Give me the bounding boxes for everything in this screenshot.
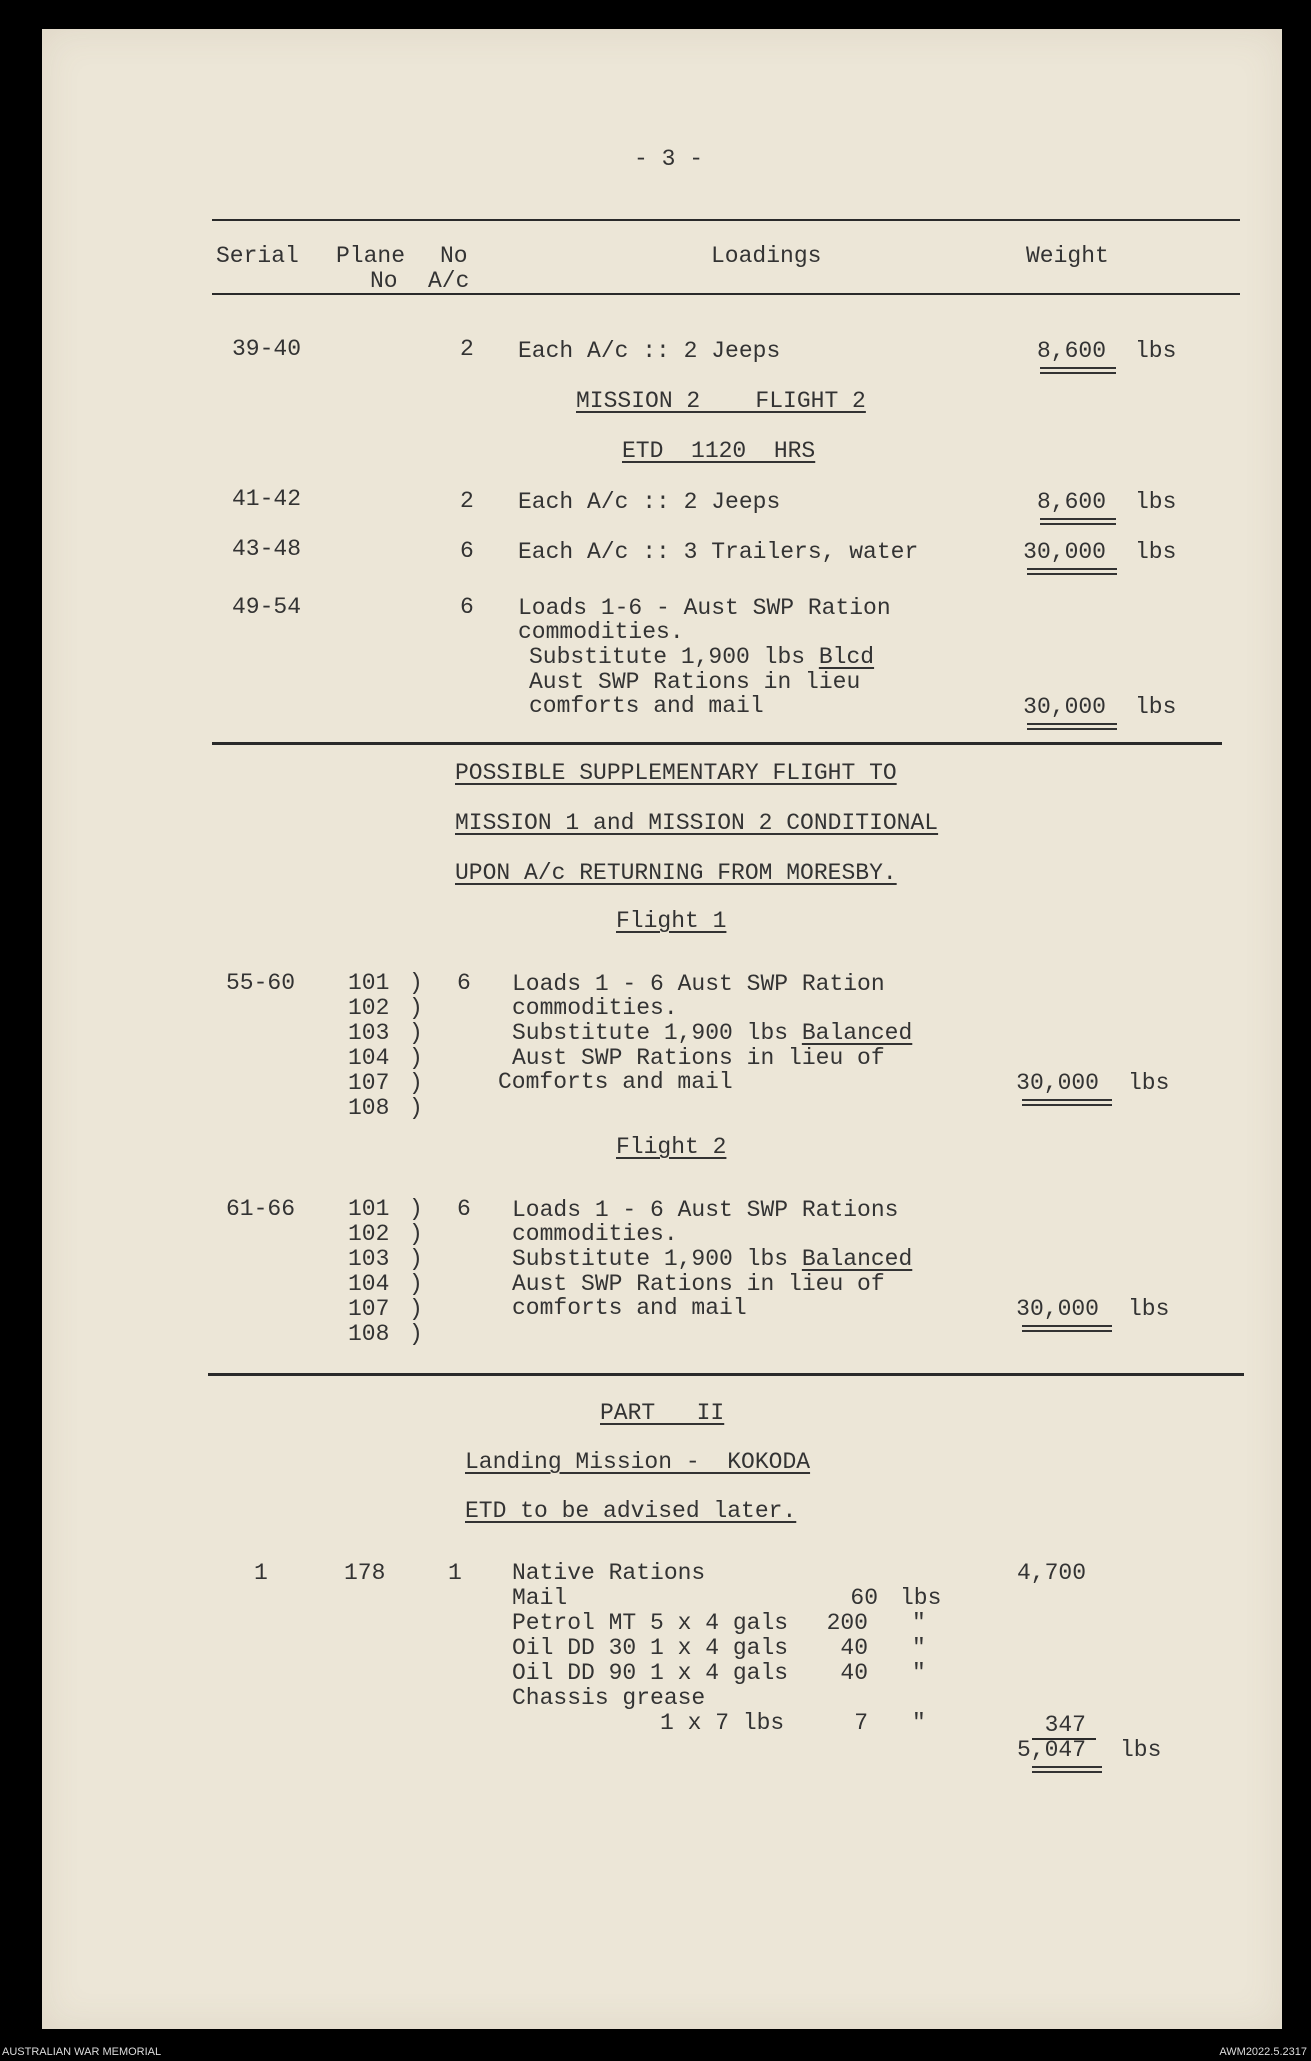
bracket-glyph: ) [409, 1095, 423, 1121]
loading-line: Loads 1 - 6 Aust SWP Rations [512, 1197, 899, 1223]
ac-cell: 2 [460, 488, 474, 514]
weight-unit: lbs [1128, 1070, 1170, 1096]
weight-cell: 30,000 [1016, 1070, 1099, 1096]
col-header-no: No [440, 243, 468, 269]
ac-cell: 6 [457, 1196, 471, 1222]
loading-line: Aust SWP Rations in lieu of [512, 1271, 885, 1297]
loading-line: comforts and mail [512, 1295, 747, 1321]
item-qty: 200 [826, 1610, 868, 1636]
item-name: Oil DD 30 1 x 4 gals [512, 1635, 789, 1661]
item-unit: lbs [900, 1585, 942, 1611]
plane-number: 103 [348, 1246, 390, 1272]
supplementary-heading-line: POSSIBLE SUPPLEMENTARY FLIGHT TO [455, 760, 897, 786]
weight-double-underline [1040, 518, 1116, 525]
item-name: 1 x 7 lbs [660, 1710, 785, 1736]
col-header-plane: Plane [336, 243, 406, 269]
item-unit: " [912, 1610, 926, 1636]
plane-number: 104 [348, 1271, 390, 1297]
serial-cell: 41-42 [232, 486, 302, 512]
weight-unit: lbs [1135, 489, 1177, 515]
loading-cell: Each A/c :: 3 Trailers, water [518, 539, 919, 565]
weight-cell: 8,600 [1036, 338, 1106, 364]
loading-line: Aust SWP Rations in lieu [529, 669, 861, 695]
item-name: Native Rations [512, 1560, 706, 1586]
loading-cell: Each A/c :: 2 Jeeps [518, 338, 781, 364]
col-header-plane-no: No [370, 268, 398, 294]
ac-cell: 6 [460, 538, 474, 564]
item-name: Oil DD 90 1 x 4 gals [512, 1660, 789, 1686]
weight-unit: lbs [1120, 1737, 1162, 1763]
weight-cell: 4,700 [1016, 1560, 1086, 1586]
ac-cell: 6 [457, 970, 471, 996]
serial-cell: 61-66 [226, 1196, 296, 1222]
supplementary-heading-line: UPON A/c RETURNING FROM MORESBY. [455, 860, 897, 886]
bracket-glyph: ) [409, 1321, 423, 1347]
serial-cell: 39-40 [232, 336, 302, 362]
item-unit: " [912, 1635, 926, 1661]
weight-unit: lbs [1135, 694, 1177, 720]
loading-line: Loads 1-6 - Aust SWP Ration [518, 595, 891, 621]
weight-cell: 30,000 [1016, 1296, 1099, 1322]
header-bottom-rule [212, 293, 1240, 295]
col-header-serial: Serial [216, 243, 299, 269]
item-name: Chassis grease [512, 1685, 706, 1711]
bracket-glyph: ) [409, 995, 423, 1021]
part-heading: PART II [600, 1400, 725, 1426]
footer-right: AWM2022.5.2317 [1219, 2046, 1307, 2058]
plane-number: 104 [348, 1045, 390, 1071]
bracket-glyph: ) [409, 1246, 423, 1272]
loading-line: commodities. [518, 619, 684, 645]
weight-cell: 347 [1044, 1712, 1086, 1738]
loading-line: comforts and mail [529, 693, 764, 719]
flight-heading: Flight 1 [616, 908, 727, 934]
item-qty: 7 [854, 1710, 868, 1736]
plane-number: 107 [348, 1296, 390, 1322]
section-rule [212, 742, 1222, 745]
weight-double-underline [1027, 568, 1117, 575]
item-name: Mail [512, 1585, 568, 1611]
bracket-glyph: ) [409, 1045, 423, 1071]
item-name: Petrol MT 5 x 4 gals [512, 1610, 789, 1636]
loading-line: commodities. [512, 1221, 678, 1247]
plane-number: 101 [348, 1196, 390, 1222]
ac-cell: 6 [460, 594, 474, 620]
footer-left: AUSTRALIAN WAR MEMORIAL [2, 2046, 162, 2058]
weight-double-underline [1022, 1099, 1112, 1106]
bracket-glyph: ) [409, 1296, 423, 1322]
flight-heading: Flight 2 [616, 1134, 727, 1160]
bracket-glyph: ) [409, 1221, 423, 1247]
plane-number: 108 [348, 1321, 390, 1347]
serial-cell: 55-60 [226, 970, 296, 996]
plane-number: 107 [348, 1070, 390, 1096]
weight-cell: 30,000 [1023, 539, 1106, 565]
bracket-glyph: ) [409, 1020, 423, 1046]
item-unit: " [912, 1660, 926, 1686]
plane-number: 108 [348, 1095, 390, 1121]
weight-cell: 8,600 [1036, 489, 1106, 515]
ac-cell: 1 [448, 1560, 462, 1586]
weight-double-underline [1027, 723, 1117, 730]
ac-cell: 2 [460, 336, 474, 362]
loading-cell: Each A/c :: 2 Jeeps [518, 489, 781, 515]
weight-double-underline [1022, 1325, 1112, 1332]
loading-line: Substitute 1,900 lbs Balanced [512, 1246, 913, 1272]
weight-double-underline [1032, 1766, 1102, 1773]
mission-heading: Landing Mission - KOKODA [465, 1449, 811, 1475]
item-unit: " [912, 1710, 926, 1736]
weight-unit: lbs [1128, 1296, 1170, 1322]
loading-line: Comforts and mail [498, 1069, 733, 1095]
bracket-glyph: ) [409, 970, 423, 996]
header-top-rule [212, 219, 1240, 221]
weight-unit: lbs [1135, 539, 1177, 565]
serial-cell: 43-48 [232, 536, 302, 562]
loading-line: Aust SWP Rations in lieu of [512, 1045, 885, 1071]
plane-number: 178 [344, 1560, 386, 1586]
loading-line: Substitute 1,900 lbs Balanced [512, 1020, 913, 1046]
serial-cell: 49-54 [232, 594, 302, 620]
etd-heading: ETD 1120 HRS [622, 438, 816, 464]
supplementary-heading-line: MISSION 1 and MISSION 2 CONDITIONAL [455, 810, 939, 836]
weight-unit: lbs [1135, 338, 1177, 364]
section-rule [208, 1373, 1244, 1376]
item-qty: 40 [840, 1635, 868, 1661]
mission-heading: MISSION 2 FLIGHT 2 [576, 388, 866, 414]
plane-number: 103 [348, 1020, 390, 1046]
col-header-ac: A/c [428, 268, 470, 294]
bracket-glyph: ) [409, 1070, 423, 1096]
serial-cell: 1 [254, 1560, 268, 1586]
plane-number: 102 [348, 995, 390, 1021]
weight-total: 5,047 [1016, 1737, 1086, 1763]
loading-line: Loads 1 - 6 Aust SWP Ration [512, 971, 885, 997]
col-header-loadings: Loadings [711, 243, 822, 269]
weight-double-underline [1040, 367, 1116, 374]
loading-line: Substitute 1,900 lbs Blcd [529, 644, 875, 670]
item-qty: 60 [850, 1585, 878, 1611]
plane-number: 102 [348, 1221, 390, 1247]
weight-cell: 30,000 [1023, 694, 1106, 720]
bracket-glyph: ) [409, 1271, 423, 1297]
item-qty: 40 [840, 1660, 868, 1686]
bracket-glyph: ) [409, 1196, 423, 1222]
col-header-weight: Weight [1026, 243, 1109, 269]
etd-heading: ETD to be advised later. [465, 1498, 797, 1524]
loading-line: commodities. [512, 995, 678, 1021]
page-number: - 3 - [634, 146, 704, 172]
document-page [42, 29, 1282, 2029]
plane-number: 101 [348, 970, 390, 996]
